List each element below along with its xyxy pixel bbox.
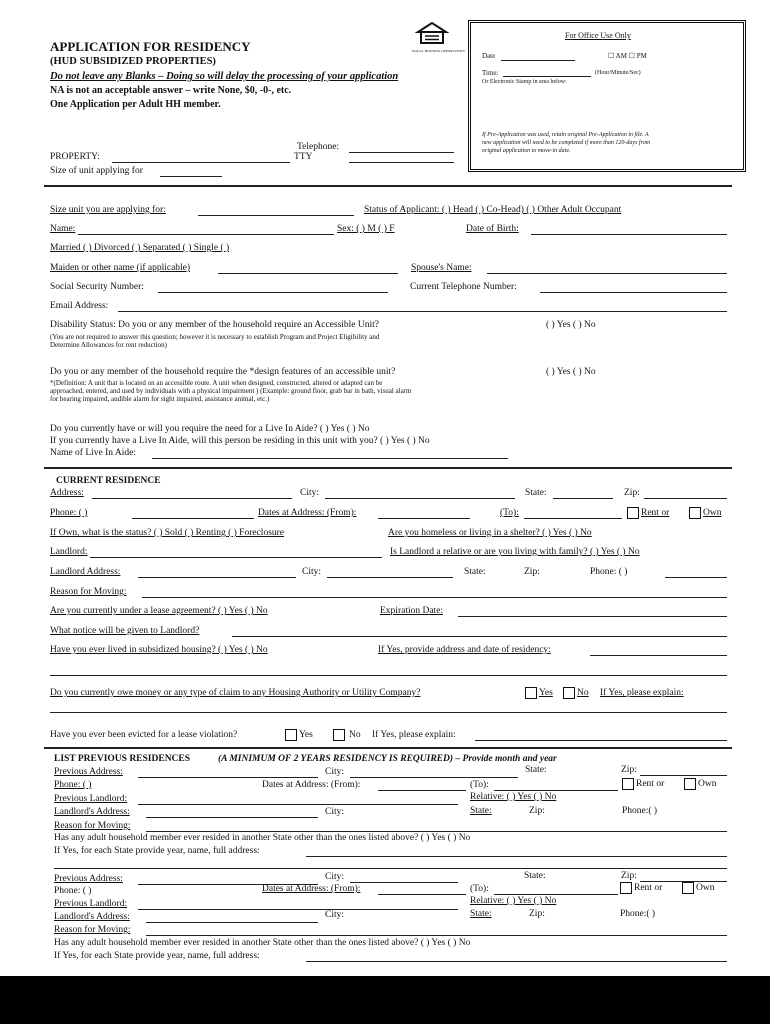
- sex-options[interactable]: Sex: ( ) M ( ) F: [337, 224, 395, 234]
- dob-line[interactable]: [531, 234, 727, 235]
- own-status-options[interactable]: If Own, what is the status? ( ) Sold ( ) Renting ( ) Foreclosure: [50, 528, 285, 538]
- evicted-question: Have you ever been evicted for a lease violation?: [50, 730, 238, 740]
- current-dates-to-line[interactable]: [524, 518, 622, 519]
- prev2-landlord-phone-field[interactable]: Phone:( ): [620, 909, 656, 919]
- expiration-date-label: Expiration Date:: [380, 606, 444, 616]
- form-subtitle: (HUD SUBSIDIZED PROPERTIES): [50, 56, 216, 67]
- header-divider: [44, 185, 732, 187]
- prev1-dates-to: (To):: [470, 780, 489, 790]
- landlord-phone-line[interactable]: [665, 577, 727, 578]
- maiden-name-line[interactable]: [218, 273, 398, 274]
- prev2-relative-question[interactable]: Relative: ( ) Yes ( ) No: [470, 896, 557, 906]
- prev2-reason-line[interactable]: [146, 935, 727, 936]
- current-own-label: Own: [703, 508, 722, 518]
- homeless-question[interactable]: Are you homeless or living in a shelter? ( ) Yes ( ) No: [388, 528, 592, 538]
- prev2-landlord-city-label: City:: [325, 910, 345, 920]
- dob-label: Date of Birth:: [466, 224, 519, 234]
- landlord-zip-label: Zip:: [524, 567, 540, 577]
- landlord-line[interactable]: [90, 557, 382, 558]
- office-use-box: [468, 20, 746, 172]
- live-in-aide-residing[interactable]: If you currently have a Live In Aide, will this person be residing in this unit with you? ( ) Yes ( ) No: [50, 436, 430, 446]
- prev1-city-line[interactable]: [350, 777, 518, 778]
- owe-no-label: No: [577, 688, 589, 698]
- prev2-dates-to: (To):: [470, 884, 489, 894]
- prev2-other-state-line[interactable]: [306, 961, 727, 962]
- prev2-rent-label: Rent or: [634, 883, 663, 893]
- landlord-notice-line[interactable]: [232, 636, 727, 637]
- property-line[interactable]: [112, 162, 290, 163]
- na-note: NA is not an acceptable answer – write None, $0, -0-, etc.: [50, 85, 292, 96]
- prev1-dates-to-line[interactable]: [494, 790, 618, 791]
- equal-housing-logo: [414, 22, 450, 50]
- office-am-pm[interactable]: ☐ AM ☐ PM: [608, 52, 647, 60]
- email-label: Email Address:: [50, 301, 109, 311]
- prev2-address-label: Previous Address:: [54, 874, 123, 884]
- design-note-1: *(Definition: A unit that is located on an accessible route. A unit when designed, constructed, altered or adapted can be: [50, 379, 383, 387]
- prev2-rent-checkbox[interactable]: [620, 882, 632, 894]
- prev1-reason-label: Reason for Moving:: [54, 821, 131, 831]
- prev1-other-state-if-yes: If Yes, for each State provide year, name, full address:: [54, 846, 260, 856]
- previous-heading-requirement: (A MINIMUM OF 2 YEARS RESIDENCY IS REQUIRED) – Provide month and year: [218, 754, 557, 764]
- ssn-label: Social Security Number:: [50, 282, 144, 292]
- email-line[interactable]: [118, 311, 727, 312]
- live-in-aide-name-line[interactable]: [152, 458, 508, 459]
- landlord-phone-field[interactable]: Phone: ( ): [590, 567, 628, 577]
- landlord-notice-label: What notice will be given to Landlord?: [50, 626, 200, 636]
- office-note-2: new application will need to be completed if more than 120-days from: [482, 140, 651, 146]
- office-date-line[interactable]: [501, 60, 575, 61]
- prev2-own-label: Own: [696, 883, 715, 893]
- subsidized-line-2[interactable]: [50, 675, 727, 676]
- current-state-line[interactable]: [553, 498, 613, 499]
- landlord-relative-question[interactable]: Is Landlord a relative or are you living with family? ( ) Yes ( ) No: [390, 547, 640, 557]
- live-in-aide-question[interactable]: Do you currently have or will you require the need for a Live In Aide? ( ) Yes ( ) No: [50, 424, 370, 434]
- current-phone-line[interactable]: [540, 292, 727, 293]
- prev2-landlord-state-label: State:: [470, 909, 492, 919]
- blank-warning: Do not leave any Blanks – Doing so will delay the processing of your application: [50, 71, 399, 82]
- lease-question[interactable]: Are you currently under a lease agreement? ( ) Yes ( ) No: [50, 606, 268, 616]
- current-dates-from-line[interactable]: [378, 518, 470, 519]
- design-note-3: for hearing impaired, audible alarm for sight impaired, assistance animal, etc.): [50, 395, 270, 403]
- prev1-landlord-city-label: City:: [325, 807, 345, 817]
- current-residence-divider: [44, 467, 732, 469]
- previous-heading: LIST PREVIOUS RESIDENCES: [54, 754, 191, 764]
- owe-no-checkbox[interactable]: [563, 687, 575, 699]
- name-line[interactable]: [78, 234, 334, 235]
- expiration-date-line[interactable]: [458, 616, 727, 617]
- prev1-dates-from: Dates at Address: (From):: [262, 780, 361, 790]
- prev1-city-label: City:: [325, 767, 345, 777]
- prev2-dates-from-line[interactable]: [378, 894, 466, 895]
- spouse-name-line[interactable]: [487, 273, 727, 274]
- size-unit-line[interactable]: [198, 215, 354, 216]
- prev1-zip-label: Zip:: [621, 765, 637, 775]
- current-address-label: Address:: [50, 488, 84, 498]
- prev1-other-state-question[interactable]: Has any adult household member ever resided in another State other than the ones listed above? ( ) Yes ( ) No: [54, 833, 471, 843]
- prev1-rent-label: Rent or: [636, 779, 665, 789]
- prev1-landlord-label: Previous Landlord:: [54, 794, 128, 804]
- office-stamp-label: Or Electronic Stamp in area below:: [482, 79, 567, 85]
- prev2-city-label: City:: [325, 872, 345, 882]
- office-note-3: original application to move-in date.: [482, 148, 571, 154]
- disability-note-2: Determine Allowances for rent reduction): [50, 341, 168, 349]
- landlord-state-label: State:: [464, 567, 486, 577]
- subsidized-line[interactable]: [590, 655, 727, 656]
- prev2-city-line[interactable]: [350, 882, 458, 883]
- spouse-name-label: Spouse's Name:: [411, 263, 472, 273]
- ssn-line[interactable]: [158, 292, 388, 293]
- office-time-label: Time:: [482, 69, 499, 77]
- prev1-own-checkbox[interactable]: [684, 778, 696, 790]
- reason-for-moving-line[interactable]: [142, 597, 727, 598]
- landlord-address-label: Landlord Address:: [50, 567, 121, 577]
- disability-yes-no[interactable]: ( ) Yes ( ) No: [546, 320, 596, 330]
- design-note-2: approached, entered, and used by individuals with a physical impairment ) (Example: ground floor, grab bar in bath, visual alarm: [50, 387, 412, 395]
- prev1-zip-line[interactable]: [640, 775, 727, 776]
- office-time-line[interactable]: [503, 76, 591, 77]
- current-zip-line[interactable]: [644, 498, 727, 499]
- maiden-name-label: Maiden or other name (if applicable): [50, 263, 191, 273]
- unit-size-label: Size of unit applying for: [50, 166, 143, 176]
- prev1-other-state-line[interactable]: [306, 856, 727, 857]
- prev1-dates-from-line[interactable]: [378, 790, 466, 791]
- evicted-no-checkbox[interactable]: [333, 729, 345, 741]
- evicted-no-label: No: [349, 730, 361, 740]
- telephone-label: Telephone:: [297, 142, 340, 152]
- prev2-landlord-zip-label: Zip:: [529, 909, 545, 919]
- prev2-landlord-line[interactable]: [138, 909, 458, 910]
- current-zip-label: Zip:: [624, 488, 640, 498]
- current-phone-label: Current Telephone Number:: [410, 282, 517, 292]
- landlord-city-line[interactable]: [327, 577, 453, 578]
- applicant-status[interactable]: Status of Applicant: ( ) Head ( ) Co-Head) ( ) Other Adult Occupant: [364, 205, 622, 215]
- prev2-dates-from: Dates at Address: (From):: [262, 884, 361, 894]
- prev1-landlord-line[interactable]: [138, 804, 458, 805]
- prev2-zip-label: Zip:: [621, 871, 637, 881]
- current-state-label: State:: [525, 488, 547, 498]
- prev2-landlord-address-label: Landlord's Address:: [54, 912, 130, 922]
- office-time-hint: (Hour/Minute/Sec): [595, 70, 641, 76]
- prev1-state-label: State:: [525, 765, 547, 775]
- form-title: APPLICATION FOR RESIDENCY: [50, 39, 251, 54]
- current-rent-label: Rent or: [641, 508, 670, 518]
- prev2-reason-label: Reason for Moving:: [54, 925, 131, 935]
- current-address-line[interactable]: [92, 498, 292, 499]
- current-phone-line2[interactable]: [132, 518, 254, 519]
- prev1-landlord-address-line[interactable]: [146, 817, 318, 818]
- prev2-landlord-label: Previous Landlord:: [54, 899, 128, 909]
- prev1-landlord-zip-label: Zip:: [529, 806, 545, 816]
- prev2-landlord-address-line[interactable]: [146, 922, 318, 923]
- prev2-dates-to-line[interactable]: [494, 894, 618, 895]
- disability-note-1: (You are not required to answer this question; however it is necessary to establish Program and Project Eligibility and: [50, 333, 380, 341]
- prev1-address-line[interactable]: [138, 777, 318, 778]
- prev1-landlord-state-label: State:: [470, 806, 492, 816]
- prev2-other-state-question[interactable]: Has any adult household member ever resided in another State other than the ones listed above? ( ) Yes ( ) No: [54, 938, 471, 948]
- owe-money-question: Do you currently owe money or any type of claim to any Housing Authority or Utility Company?: [50, 688, 421, 698]
- prev1-phone-field[interactable]: Phone: ( ): [54, 780, 92, 790]
- disability-question: Disability Status: Do you or any member of the household require an Accessible Unit?: [50, 320, 379, 330]
- evicted-explain-line[interactable]: [475, 740, 727, 741]
- size-unit-label: Size unit you are applying for:: [50, 205, 166, 215]
- office-note-1: If Pre-Application was used, retain original Pre-Application in file. A: [482, 132, 649, 138]
- evicted-yes-checkbox[interactable]: [285, 729, 297, 741]
- owe-yes-label: Yes: [539, 688, 553, 698]
- subsidized-question[interactable]: Have you ever lived in subsidized housing? ( ) Yes ( ) No: [50, 645, 268, 655]
- prev1-landlord-phone-field[interactable]: Phone:( ): [622, 806, 658, 816]
- design-yes-no[interactable]: ( ) Yes ( ) No: [546, 367, 596, 377]
- owe-explain-line[interactable]: [50, 712, 727, 713]
- office-title: For Office Use Only: [565, 31, 631, 40]
- landlord-label: Landlord:: [50, 547, 88, 557]
- owe-explain-label: If Yes, please explain:: [600, 688, 684, 698]
- office-date-label: Date: [482, 52, 496, 60]
- prev2-state-label: State:: [524, 871, 546, 881]
- property-label: PROPERTY:: [50, 152, 100, 162]
- prev2-phone-field[interactable]: Phone: ( ): [54, 886, 92, 896]
- one-application-note: One Application per Adult HH member.: [50, 99, 221, 110]
- prev1-address-label: Previous Address:: [54, 767, 123, 777]
- reason-for-moving-label: Reason for Moving:: [50, 587, 127, 597]
- live-in-aide-name-label: Name of Live In Aide:: [50, 448, 137, 458]
- previous-residence-divider: [44, 747, 732, 749]
- prev1-relative-question[interactable]: Relative: ( ) Yes ( ) No: [470, 792, 557, 802]
- telephone-line[interactable]: [349, 152, 454, 153]
- tty-line[interactable]: [349, 162, 454, 163]
- design-question: Do you or any member of the household require the *design features of an accessible unit?: [50, 367, 396, 377]
- prev1-own-label: Own: [698, 779, 717, 789]
- equal-housing-logo-text: EQUAL HOUSING OPPORTUNITY: [412, 49, 466, 53]
- prev2-own-checkbox[interactable]: [682, 882, 694, 894]
- current-city-label: City:: [300, 488, 320, 498]
- prev1-other-state-line-2[interactable]: [54, 868, 727, 869]
- current-residence-heading: CURRENT RESIDENCE: [56, 476, 161, 486]
- landlord-city-label: City:: [302, 567, 322, 577]
- prev1-landlord-address-label: Landlord's Address:: [54, 807, 130, 817]
- marital-options[interactable]: Married ( ) Divorced ( ) Separated ( ) Single ( ): [50, 243, 230, 253]
- prev1-rent-checkbox[interactable]: [622, 778, 634, 790]
- evicted-explain-label: If Yes, please explain:: [372, 730, 456, 740]
- current-phone-field[interactable]: Phone: ( ): [50, 508, 88, 518]
- prev1-reason-line[interactable]: [146, 831, 727, 832]
- current-dates-to: (To):: [500, 508, 519, 518]
- owe-yes-checkbox[interactable]: [525, 687, 537, 699]
- prev2-other-state-if-yes: If Yes, for each State provide year, name, full address:: [54, 951, 260, 961]
- current-dates-from: Dates at Address: (From):: [258, 508, 357, 518]
- current-city-line[interactable]: [325, 498, 515, 499]
- name-label: Name:: [50, 224, 76, 234]
- subsidized-if-yes: If Yes, provide address and date of residency:: [378, 645, 551, 655]
- current-rent-checkbox[interactable]: [627, 507, 639, 519]
- current-own-checkbox[interactable]: [689, 507, 701, 519]
- unit-size-line[interactable]: [160, 176, 222, 177]
- landlord-address-line[interactable]: [138, 577, 296, 578]
- tty-label: TTY: [294, 152, 313, 162]
- evicted-yes-label: Yes: [299, 730, 313, 740]
